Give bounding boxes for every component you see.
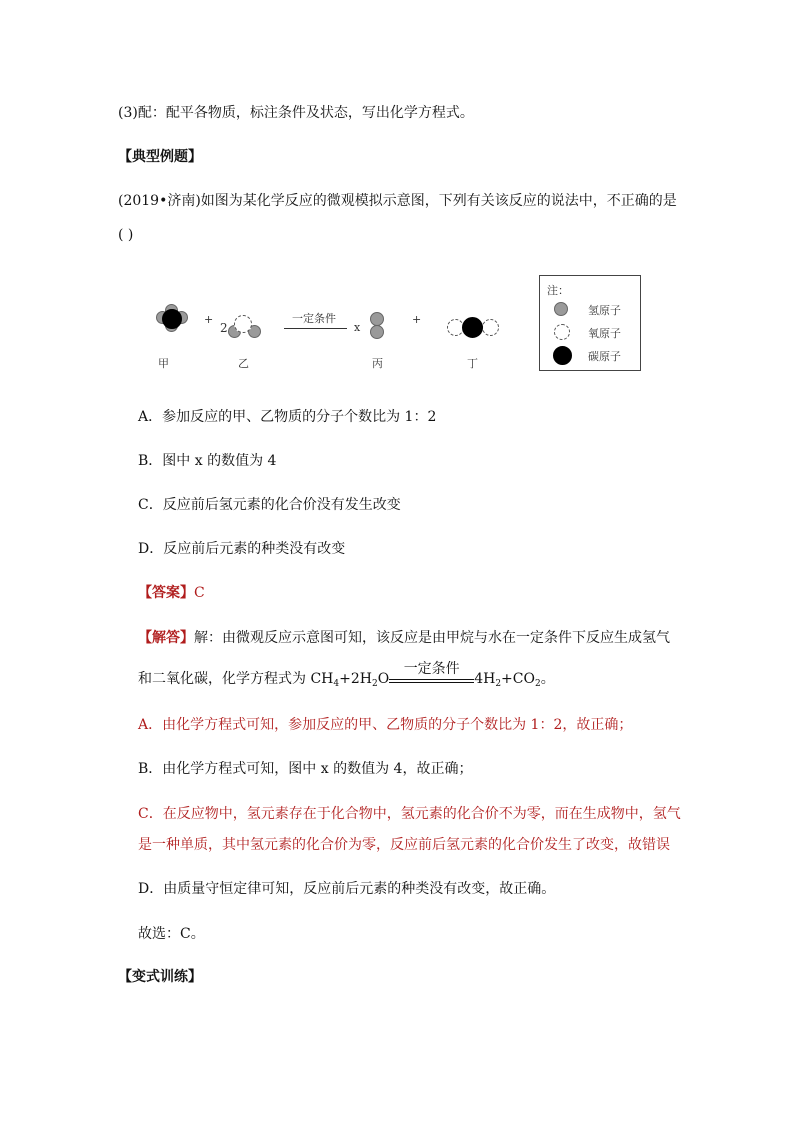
answer-tag: 【答案】: [138, 585, 194, 601]
hydrogen-atom: [554, 302, 568, 316]
answer-line: [138, 584, 205, 602]
legend-hydrogen: 氢原子: [588, 304, 621, 317]
oxygen-atom: [234, 315, 252, 333]
option-b: B．图中 x 的数值为 4: [138, 453, 277, 469]
label-bing: 丙: [372, 357, 383, 370]
legend-carbon: 碳原子: [588, 350, 621, 363]
diagram-legend: [539, 275, 641, 371]
oxygen-atom: [554, 324, 570, 340]
explanation-text: 解：由微观反应示意图可知，该反应是由甲烷与水在一定条件下反应生成氢气: [194, 630, 670, 646]
option-c: C．反应前后氢元素的化合价没有发生改变: [138, 497, 401, 513]
plus-sign: +: [412, 313, 422, 326]
answer-value: C: [194, 585, 205, 601]
carbon-atom: [462, 317, 483, 338]
question-line1: (2019•济南)如图为某化学反应的微观模拟示意图，下列有关该反应的说法中，不正确的是: [118, 193, 677, 209]
hydrogen-atom: [370, 325, 384, 339]
conclusion: 故选：C。: [138, 926, 205, 942]
explanation-c2: 是一种单质，其中氢元素的化合价为零，反应前后氢元素的化合价发生了改变，故错误: [138, 837, 670, 853]
carbon-atom: [162, 309, 182, 329]
explanation-d: D．由质量守恒定律可知，反应前后元素的种类没有改变，故正确。: [138, 881, 556, 897]
equation-condition: 一定条件: [389, 671, 474, 683]
reaction-diagram: [140, 275, 644, 375]
variant-heading: 【变式训练】: [118, 969, 202, 985]
label-jia: 甲: [158, 357, 169, 370]
equation-left: $CH_4+2H_2O$: [310, 671, 390, 689]
legend-oxygen: 氧原子: [588, 327, 621, 340]
question-line2: ( ): [118, 227, 134, 243]
label-ding: 丁: [467, 357, 478, 370]
oxygen-atom: [482, 319, 499, 336]
carbon-atom: [553, 346, 572, 365]
reaction-arrow: [284, 328, 347, 329]
coefficient-b: 2: [220, 321, 228, 335]
explanation-c1: C．在反应物中，氢元素存在于化合物中，氢元素的化合价不为零，而在生成物中，氢气: [138, 806, 681, 822]
option-d: D．反应前后元素的种类没有改变: [138, 541, 346, 557]
explanation-line2: [138, 661, 555, 693]
reaction-condition: 一定条件: [292, 312, 336, 325]
example-heading: 【典型例题】: [118, 149, 202, 165]
explanation-b: B．由化学方程式可知，图中 x 的数值为 4，故正确；: [138, 761, 473, 777]
hydrogen-atom: [370, 312, 384, 326]
plus-sign: +: [204, 313, 214, 326]
coefficient-c: x: [354, 321, 361, 334]
explanation-tag: 【解答】: [138, 630, 194, 646]
label-yi: 乙: [238, 357, 249, 370]
step3-text: (3)配：配平各物质，标注条件及状态，写出化学方程式。: [118, 105, 474, 121]
option-a: A．参加反应的甲、乙物质的分子个数比为 1：2: [138, 409, 437, 425]
explanation-a: A．由化学方程式可知，参加反应的甲、乙物质的分子个数比为 1：2，故正确；: [138, 717, 633, 733]
equation-prefix: 和二氧化碳，化学方程式为: [138, 671, 311, 687]
equation-right: $4H_2+CO_2$。: [474, 671, 555, 689]
explanation-line1: [138, 629, 670, 647]
legend-title: 注：: [547, 284, 569, 297]
